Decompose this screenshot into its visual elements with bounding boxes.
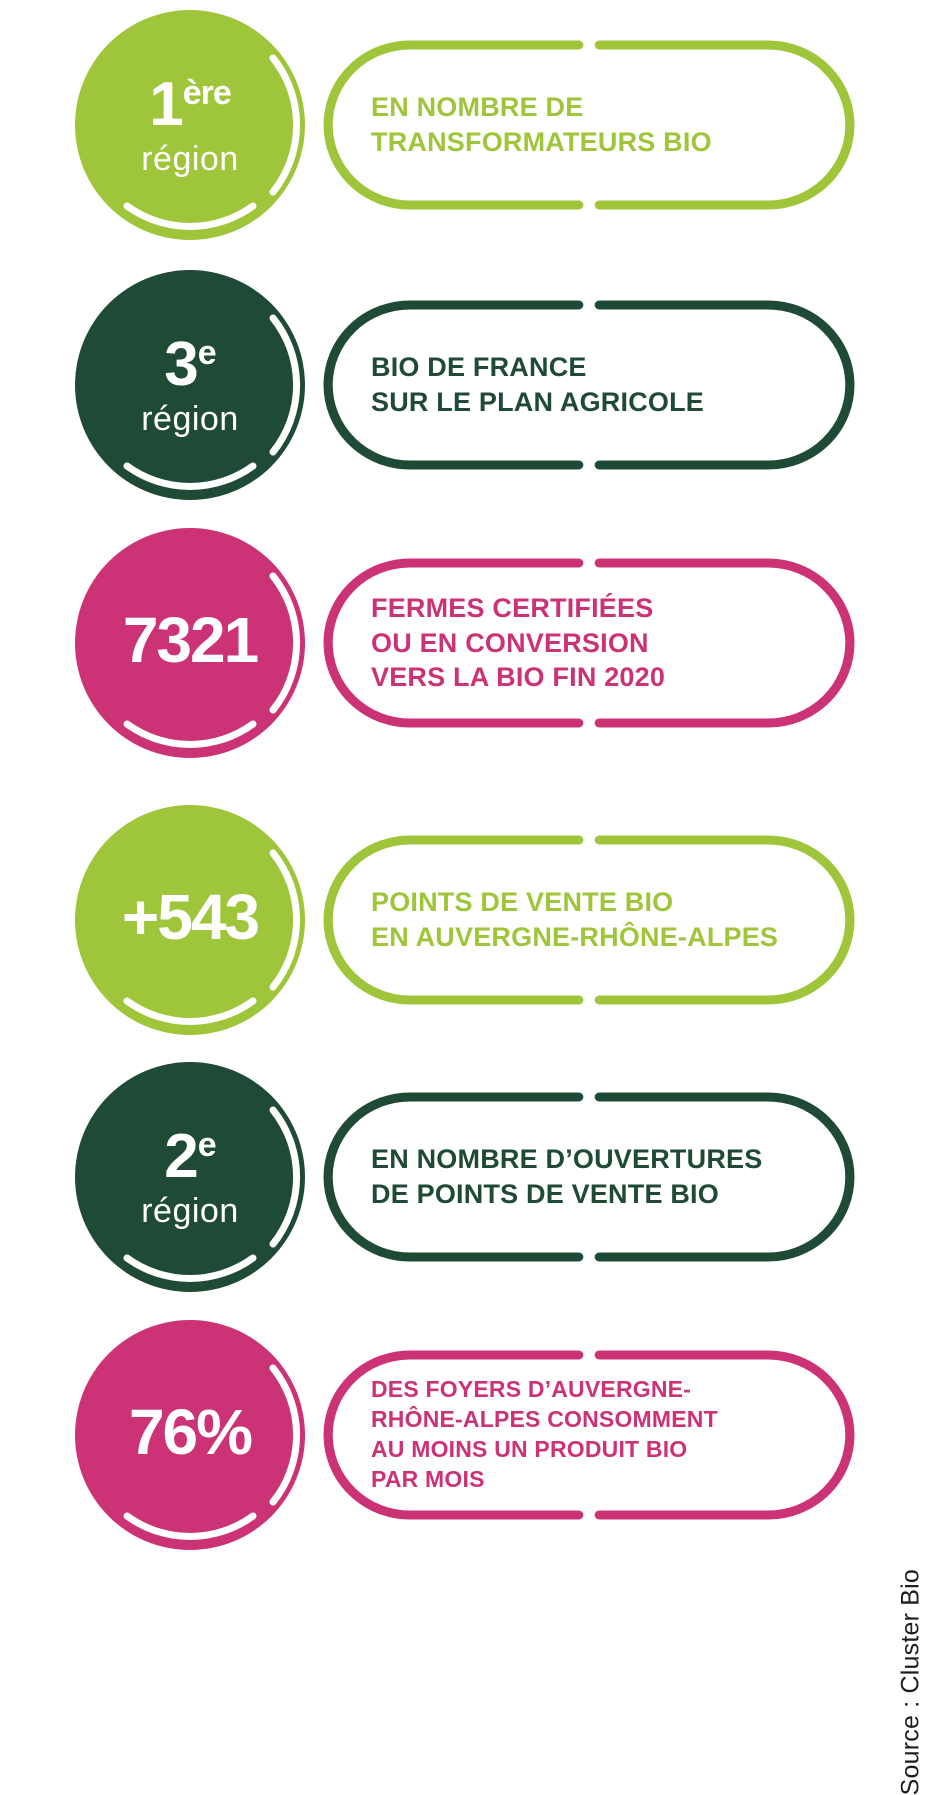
stat-row (75, 805, 855, 1035)
badge-text (75, 528, 305, 758)
stat-label-pill (323, 558, 855, 728)
pill-line: POINTS DE VENTE BIO (371, 887, 674, 918)
badge-superscript: ère (182, 74, 231, 112)
badge-number: 7321 (122, 604, 258, 676)
pill-text (371, 558, 815, 728)
badge-number: 3 (164, 330, 198, 399)
stat-badge (75, 1062, 305, 1292)
source-credit: Source : Cluster Bio (896, 1569, 924, 1795)
pill-text (371, 300, 815, 470)
stat-label-pill (323, 300, 855, 470)
badge-superscript: e (197, 1126, 216, 1164)
pill-text (371, 835, 815, 1005)
pill-line: TRANSFORMATEURS BIO (371, 127, 712, 157)
badge-number: 76% (128, 1396, 252, 1468)
badge-main-value (121, 881, 259, 953)
stat-row (75, 1320, 855, 1550)
pill-line: AU MOINS UN PRODUIT BIO (371, 1436, 688, 1462)
badge-number: 2 (164, 1122, 198, 1191)
stat-label-pill (323, 835, 855, 1005)
badge-text (75, 270, 305, 500)
badge-superscript: e (197, 334, 216, 372)
badge-main-value (128, 1396, 252, 1468)
stat-row (75, 528, 855, 758)
pill-text (371, 1092, 815, 1262)
badge-text (75, 1320, 305, 1550)
pill-line: OU EN CONVERSION (371, 627, 649, 658)
pill-line: EN NOMBRE D’OUVERTURES (371, 1144, 763, 1175)
pill-line: RHÔNE-ALPES CONSOMMENT (371, 1406, 718, 1433)
pill-line: DES FOYERS D’AUVERGNE- (371, 1376, 692, 1403)
pill-line: BIO DE FRANCE (371, 352, 587, 383)
stat-badge (75, 805, 305, 1035)
stat-row (75, 270, 855, 500)
badge-text (75, 1062, 305, 1292)
pill-line: PAR MOIS (371, 1465, 485, 1492)
pill-line: FERMES CERTIFIÉES (371, 593, 654, 624)
badge-subtitle: région (141, 1192, 239, 1230)
pill-line: EN AUVERGNE-RHÔNE-ALPES (371, 922, 779, 952)
stat-row (75, 10, 855, 240)
pill-line: DE POINTS DE VENTE BIO (371, 1179, 719, 1209)
badge-main-value (149, 70, 231, 139)
stat-badge (75, 270, 305, 500)
badge-main-value (122, 604, 258, 676)
badge-main-value (164, 1122, 216, 1191)
stat-badge (75, 1320, 305, 1550)
pill-line: SUR LE PLAN AGRICOLE (371, 387, 705, 417)
badge-subtitle: région (141, 140, 239, 178)
pill-text (371, 40, 815, 210)
badge-text (75, 10, 305, 240)
badge-number: 1 (149, 70, 183, 139)
stat-badge (75, 10, 305, 240)
stat-label-pill (323, 1350, 855, 1520)
pill-line: VERS LA BIO FIN 2020 (371, 662, 666, 693)
badge-main-value (164, 330, 216, 399)
stat-label-pill (323, 40, 855, 210)
badge-text (75, 805, 305, 1035)
stat-row (75, 1062, 855, 1292)
pill-line: EN NOMBRE DE (371, 92, 584, 123)
badge-subtitle: région (141, 400, 239, 438)
stat-label-pill (323, 1092, 855, 1262)
stat-badge (75, 528, 305, 758)
badge-number: +543 (121, 881, 259, 953)
pill-text (371, 1350, 815, 1520)
